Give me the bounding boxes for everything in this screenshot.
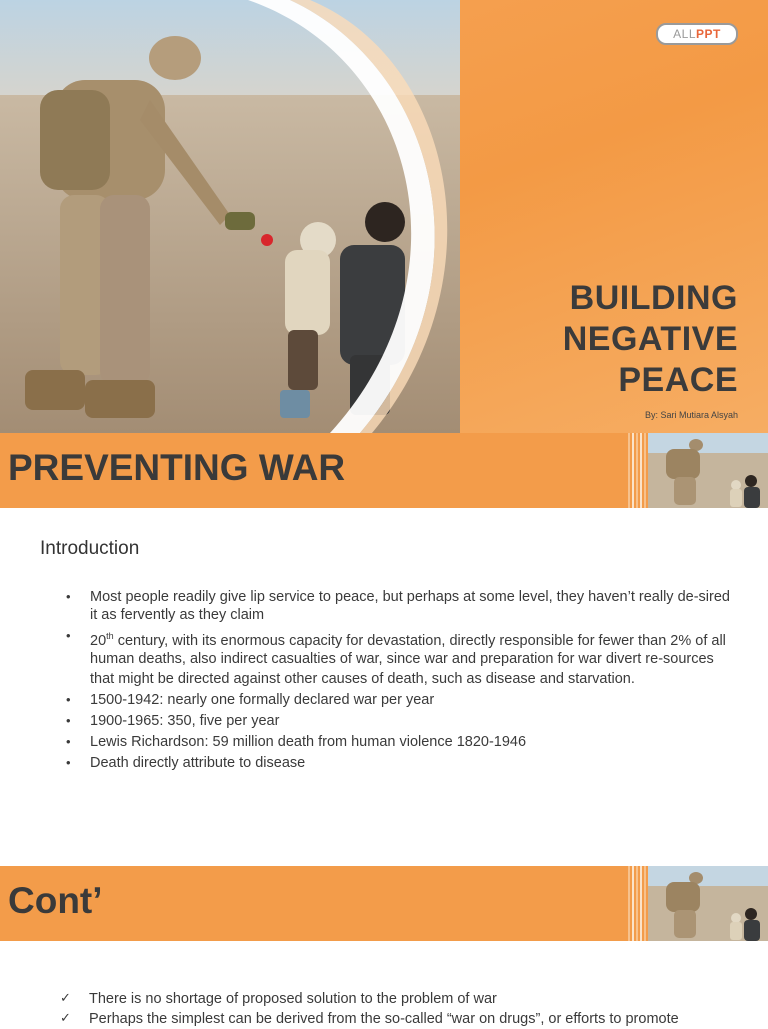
title-slide: [0, 0, 768, 433]
check-item: ✓ There is no shortage of proposed solution to the problem of war: [60, 989, 750, 1009]
banner-thumbnail-photo: [648, 433, 768, 508]
title-line-2: NEGATIVE: [562, 320, 738, 358]
section-banner-cont: [0, 866, 768, 941]
checklist: [60, 989, 750, 1029]
list-item: • Most people readily give lip service to peace, but perhaps at some level, they haven’t really de-sired it as fervently as they claim: [60, 588, 740, 624]
list-item: • 1500-1942: nearly one formally declared war per year: [60, 691, 740, 709]
presentation-title: [563, 278, 738, 401]
bullet-list: [60, 588, 740, 775]
banner-stripes: [628, 433, 648, 508]
list-item-continuation: that might be directed against other causes of death, such as disease and starvation.: [90, 670, 635, 687]
byline: By: Sari Mutiara Alsyah: [644, 410, 738, 420]
banner-title: PREVENTING WAR: [8, 447, 346, 488]
banner-thumbnail-photo: [648, 866, 768, 941]
check-item: ✓ Perhaps the simplest can be derived from the so-called “war on drugs”, or efforts to promote: [60, 1009, 750, 1029]
list-item: • Lewis Richardson: 59 million death from human violence 1820-1946: [60, 733, 740, 751]
list-item: • 1900-1965: 350, five per year: [60, 712, 740, 730]
banner-stripes: [628, 866, 648, 941]
allppt-logo: ALLPPT: [656, 23, 738, 45]
title-line-3: PEACE: [618, 361, 738, 399]
list-item: • Death directly attribute to disease: [60, 754, 740, 772]
list-item: • 20th century, with its enormous capacity for devastation, directly responsible for fewer than 2% of all human deaths, also indirect casualties of war, since war and preparation for war divert re-sources: [60, 627, 740, 668]
section-heading: Introduction: [40, 538, 140, 559]
title-line-1: BUILDING: [569, 279, 738, 317]
banner-title: Cont’: [8, 880, 103, 921]
section-banner-preventing-war: [0, 433, 768, 508]
